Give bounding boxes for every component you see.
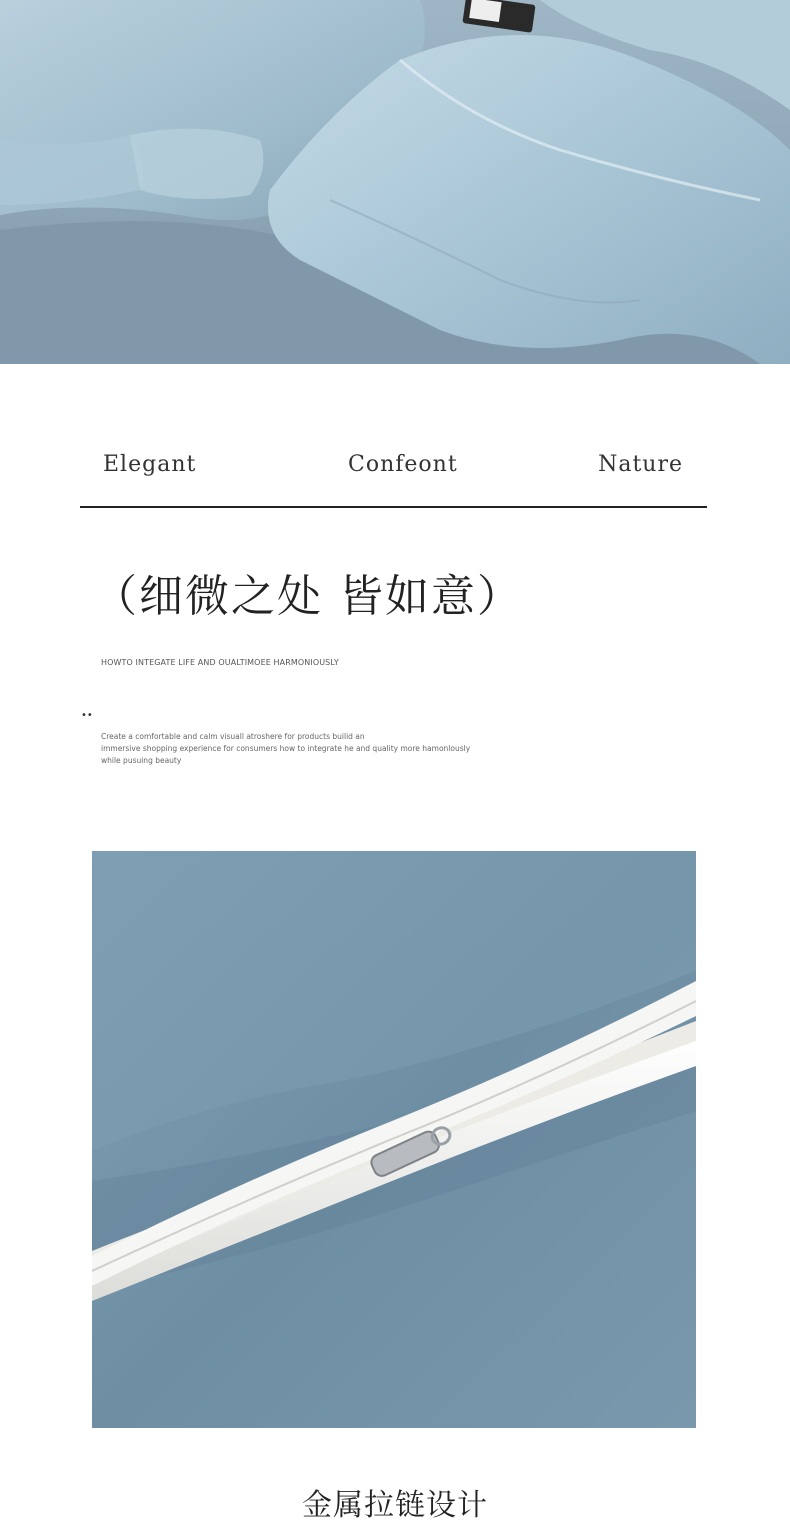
subhead: HOWTO INTEGATE LIFE AND OUALTIMOEE HARMONIOUSLY [101, 658, 339, 667]
tagline-row [80, 452, 707, 492]
feature-caption: 金属拉链设计 [302, 1488, 488, 1523]
description-line: Create a comfortable and calm visuall atroshere for products builid an [101, 732, 365, 741]
description-line: immersive shopping experience for consumers how to integrate he and quality more hamonlously [101, 744, 471, 753]
description-line: while pusuing beauty [101, 756, 182, 765]
divider-line [80, 506, 707, 508]
bullet-dots: •• [81, 710, 93, 721]
hero-duvet-illustration [0, 0, 790, 364]
description [101, 731, 521, 767]
tagline-nature: Nature [598, 452, 683, 477]
tagline-confeont: Confeont [348, 452, 458, 477]
hero-photo [0, 0, 790, 364]
zipper-illustration [92, 851, 696, 1428]
tagline-elegant: Elegant [103, 452, 197, 477]
headline: （细微之处 皆如意） [93, 571, 523, 622]
zipper-detail-photo [92, 851, 696, 1428]
